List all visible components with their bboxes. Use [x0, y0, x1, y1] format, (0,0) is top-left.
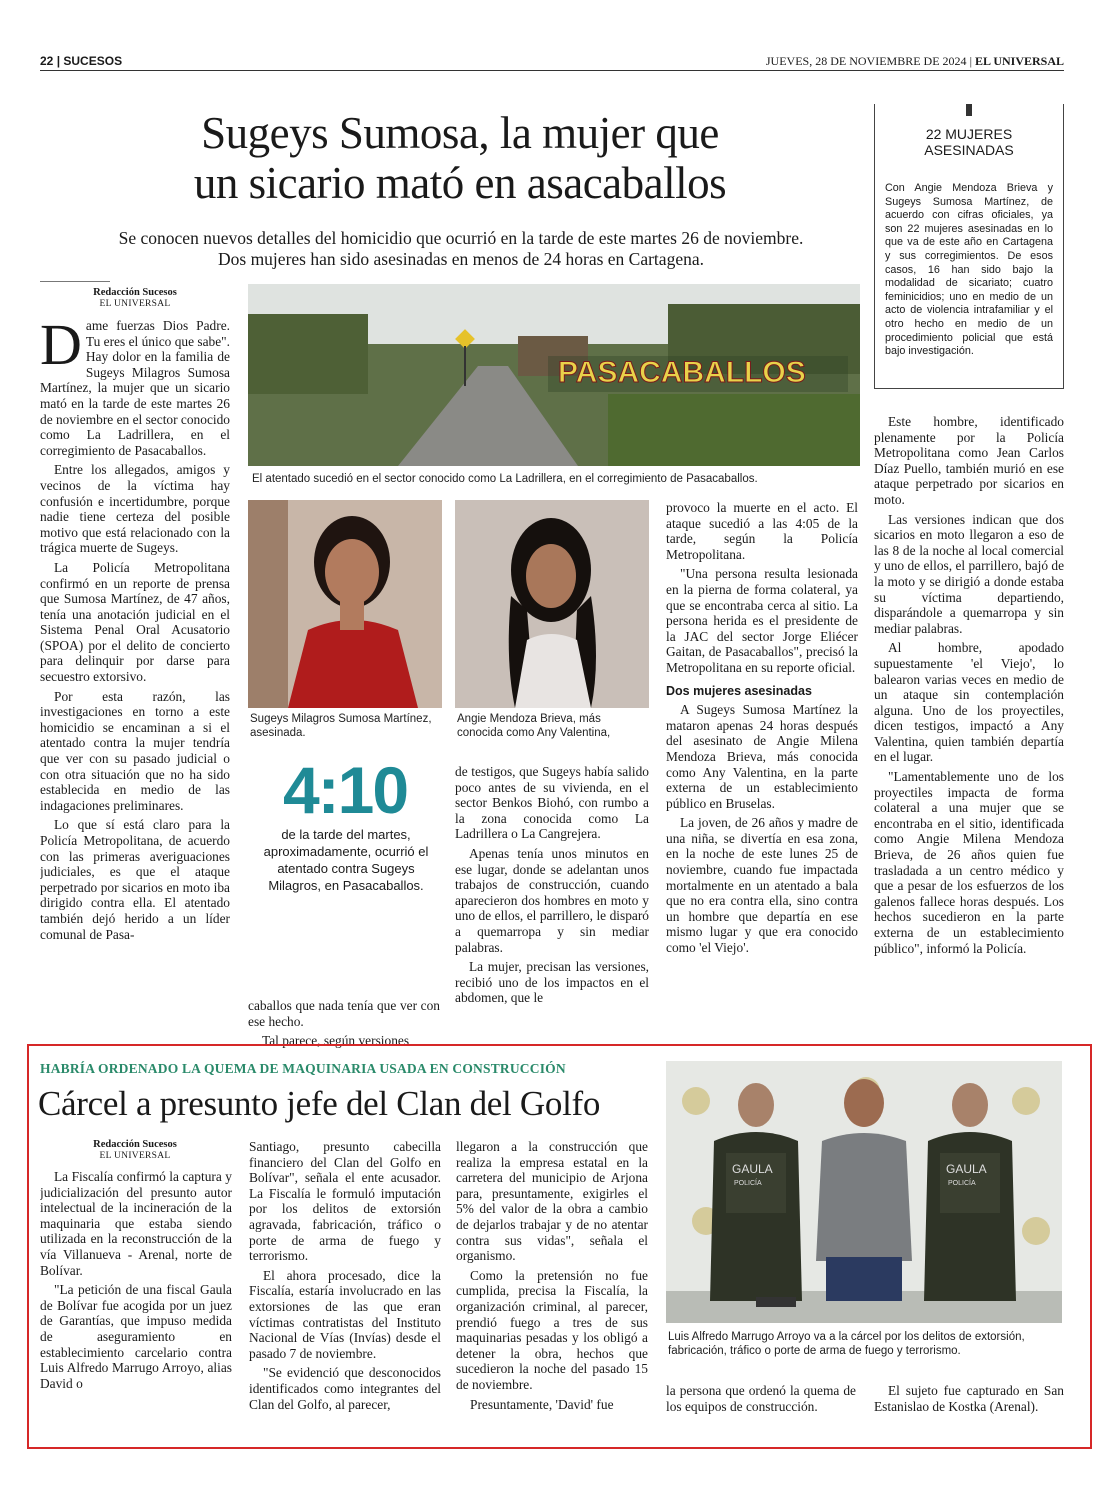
date-paper: JUEVES, 28 DE NOVIEMBRE DE 2024 | EL UNIVERSAL [765, 54, 1064, 68]
vest-sub-right: POLICÍA [948, 1180, 976, 1187]
page-header [40, 52, 1064, 70]
second-byline: Redacción Sucesos EL UNIVERSAL [93, 1139, 177, 1161]
arrest-photo-caption: Luis Alfredo Marrugo Arroyo va a la cárcel por los delitos de extorsión, fabricación, tráfico o porte de arma de fuego y terrorismo. [668, 1331, 1025, 1357]
sidebar-tab [966, 104, 972, 116]
victim2-photo [455, 500, 649, 708]
second-col-1: La Fiscalía confirmó la captura y judicialización del presunto autor intelectual de la incineración de la maquinaria que estaba siendo utilizada en la reconstrucción de la vía Villanueva - Arenal, norte de Bolívar. "La petición de una fiscal Gaula de Bolívar fue acogida por un juez de Garantías, que impuso medida de aseguramiento en establecimiento carcelario contra Luis Alfredo Marrugo Arroyo, alias David o [40, 1169, 232, 1391]
byline-name: Redacción Sucesos [93, 287, 177, 298]
stat-number: 4:10 [282, 753, 408, 827]
arrest-photo [666, 1061, 1062, 1323]
main-col-5: Este hombre, identificado plenamente por la Policía Metropolitana como Jean Carlos Díaz Puello, también murió en ese ataque perpetrado por sicarios en moto. Las versiones indican que dos sicarios en moto llegaron a eso de las 8 de la noche al local comercial y uno de ellos, el parrillero, bajó de la moto y se dirigió a donde estaba su víctima departiendo, disparándole a quemarropa y sin mediar palabras. Al hombre, apodado supuestamente 'el Viejo', lo balearon varias veces en medio de un ataque sin contemplación alguna. Uno de los proyectiles, dicen testigos, impactó a Any Valentina, quien también departía en el lugar. "Lamentablemente uno de los proyectiles impacta de forma colateral a una mujer que se encontraba en el sitio, identificada como Angie Milena Mendoza Brieva, de 26 años quien fue trasladada a un centro médico y que a pesar de los esfuerzos de los galenos fallece horas después. Los hechos sucedieron en la parte externa de un establecimiento público", informó la Policía. [874, 414, 1064, 956]
second-col-5: El sujeto fue capturado en San Estanislao de Kostka (Arenal). [874, 1383, 1064, 1414]
second-col-3: llegaron a la construcción que realiza la empresa estatal en la carretera del municipio de Arjona para, presuntamente, exigirles el 5% del valor de la obra a cambio de dejarlos trabajar y de no atentar contra sus vidas", señala el organismo. Como la pretensión no fue cumplida, precisa la Fiscalía, la organización criminal, al parecer, prendió fuego a tres de sus maquinarias pesadas y los obligó a detener la obra, hechos que sucedieron la noche del pasado 15 de noviembre. Presuntamente, 'David' fue [456, 1139, 648, 1412]
arrest-scene [666, 1061, 1062, 1323]
page-number-section: 22 | SUCESOS [40, 54, 123, 68]
main-photo-caption: El atentado sucedió en el sector conocido como La Ladrillera, en el corregimiento de Pasacaballos. [252, 473, 758, 485]
second-headline: Cárcel a presunto jefe del Clan del Golfo [38, 1084, 601, 1123]
pasacaballos-photo [248, 284, 860, 466]
sidebar-box [874, 104, 1064, 389]
victim2-caption: Angie Mendoza Brieva, más conocida como Any Valentina, [457, 713, 611, 739]
vest-label-left: GAULA [732, 1162, 773, 1176]
victim2-portrait [455, 500, 649, 708]
paper-name: EL UNIVERSAL [974, 54, 1064, 68]
main-col-3: de testigos, que Sugeys había salido poco antes de su vivienda, en el sector Benkos Biohó, con rumbo a la zona conocida como La Ladrillera o La Cangrejera. Apenas tenía unos minutos en ese lugar, donde se adelantan unos trabajos de construcción, cuando aparecieron dos hombres en moto y uno de ellos, el parrillero, le disparó a quemarropa y sin mediar palabras. La mujer, precisan las versiones, recibió uno de los impactos en el abdomen, que le [455, 764, 649, 1006]
main-headline [100, 108, 820, 208]
victim1-photo [248, 500, 442, 708]
main-byline [40, 287, 230, 310]
headline-line-2: un sicario mató en asacaballos [193, 158, 727, 208]
victim1-portrait [248, 500, 442, 708]
main-col-1: Dame fuerzas Dios Padre. Tu eres el único que sabe". Hay dolor en la familia de Sugeys Milagros Sumosa Martínez, la mujer que un sicario mató en la tarde de este martes 26 de noviembre en el sector conocido como La Ladrillera, en el corregimiento de Pasacaballos. Entre los allegados, amigos y vecinos de la víctima hay confusión e incertidumbre, porque nadie tiene certeza del posible motivo que está relacionado con la trágica muerte de Sugeys. La Policía Metropolitana confirmó en un reporte de prensa que Sumosa Martínez, de 47 años, tenía una anotación judicial en el Sistema Penal Oral Acusatorio (SPOA) por el delito de concierto para delinquir por darse para secuestro extorsivo. Por esta razón, las investigaciones en torno a este homicidio se encaminan a si el atentado contra la mujer tendría que ver con su pasado judicial o con otra situación que no ha sido establecida en medio de las indagaciones preliminares. Lo que sí está claro para la Policía Metropolitana, de acuerdo con las primeras averiguaciones judiciales, es que el ataque perpetrado por sicarios en moto iba dirigido contra ella. El atentado también dejó herido a un líder comunal de Pasa- [40, 318, 230, 942]
pasacaballos-sign: PASACABALLOS [558, 356, 806, 389]
vest-label-right: GAULA [946, 1162, 987, 1176]
main-deck: Se conocen nuevos detalles del homicidio que ocurrió en la tarde de este martes 26 de noviembre. Dos mujeres han sido asesinadas en menos de 24 horas en Cartagena. [118, 228, 804, 269]
byline-org: EL UNIVERSAL [99, 299, 171, 309]
page-number: 22 [40, 54, 54, 68]
headline-line-1: Sugeys Sumosa, la mujer que [201, 108, 719, 158]
pasacaballos-scene [248, 284, 860, 466]
section-name: SUCESOS [63, 54, 123, 68]
sidebar-body: Con Angie Mendoza Brieva y Sugeys Sumosa Martínez, de acuerdo con cifras oficiales, ya son 22 mujeres asesinadas en lo que va de este año en Cartagena y sus corregimientos. De esos casos, 16 han sido bajo la modalidad de sicariato; cuatro feminicidios; uno en medio de un acto de violencia intrafamiliar y el otro hecho en medio de un procedimiento policial que está bajo investigación. [885, 182, 1053, 358]
victim1-caption: Sugeys Milagros Sumosa Martínez, asesinada. [250, 713, 432, 739]
issue-date: JUEVES, 28 DE NOVIEMBRE DE 2024 [765, 54, 967, 68]
vest-sub-left: POLICÍA [734, 1180, 762, 1187]
main-col-4: provoco la muerte en el acto. El ataque sucedió a las 4:05 de la tarde, según la Policía Metropolitana. "Una persona resulta lesionada en la pierna de forma colateral, ya que se encontraba cerca al sitio. La persona herida es el presidente de la JAC del sector Jorge Eliécer Gaitan, de Pasacaballos", precisó la Metropolitana en su reporte oficial. Dos mujeres asesinadas A Sugeys Sumosa Martínez la mataron apenas 24 horas después del asesinato de Angie Milena Mendoza Brieva, más conocida como Any Valentina, en la parte externa de un establecimiento público en Bruselas. La joven, de 26 años y madre de una niña, se divertía en esa zona, en la noche de este lunes 25 de noviembre, cuando fue impactada mortalmente en un atentado a bala que no era contra ella, sino contra un hombre que departía en ese mismo lugar y que era conocido como 'el Viejo'. [666, 500, 858, 956]
dropcap: D [40, 318, 82, 377]
main-col-2-tail: caballos que nada tenía que ver con ese hecho. Tal parece, según versiones [248, 998, 440, 1049]
header-rule [40, 70, 1064, 71]
second-col-2: Santiago, presunto cabecilla financiero del Clan del Golfo en Bolívar", señala el ente acusador. La Fiscalía le formuló imputación por los delitos de extorsión agravada, fabricación, tráfico o porte de arma de fuego y terrorismo. El ahora procesado, dice la Fiscalía, estaría involucrado en las extorsiones de las que eran víctimas contratistas del Instituto Nacional de Vías (Invías) desde el pasado 7 de noviembre. "Se evidenció que desconocidos identificados como integrantes del Clan del Golfo, al parecer, [249, 1139, 441, 1412]
second-kicker: HABRÍA ORDENADO LA QUEMA DE MAQUINARIA USADA EN CONSTRUCCIÓN [40, 1061, 566, 1076]
sidebar-title: 22 MUJERES ASESINADAS [924, 126, 1014, 158]
stat-text: de la tarde del martes, aproximadamente, ocurrió el atentado contra Sugeys Milagros, en Pasacaballos. [263, 827, 429, 893]
subhead-dos-mujeres: Dos mujeres asesinadas [666, 683, 812, 698]
second-col-4: la persona que ordenó la quema de los equipos de construcción. [666, 1383, 856, 1414]
